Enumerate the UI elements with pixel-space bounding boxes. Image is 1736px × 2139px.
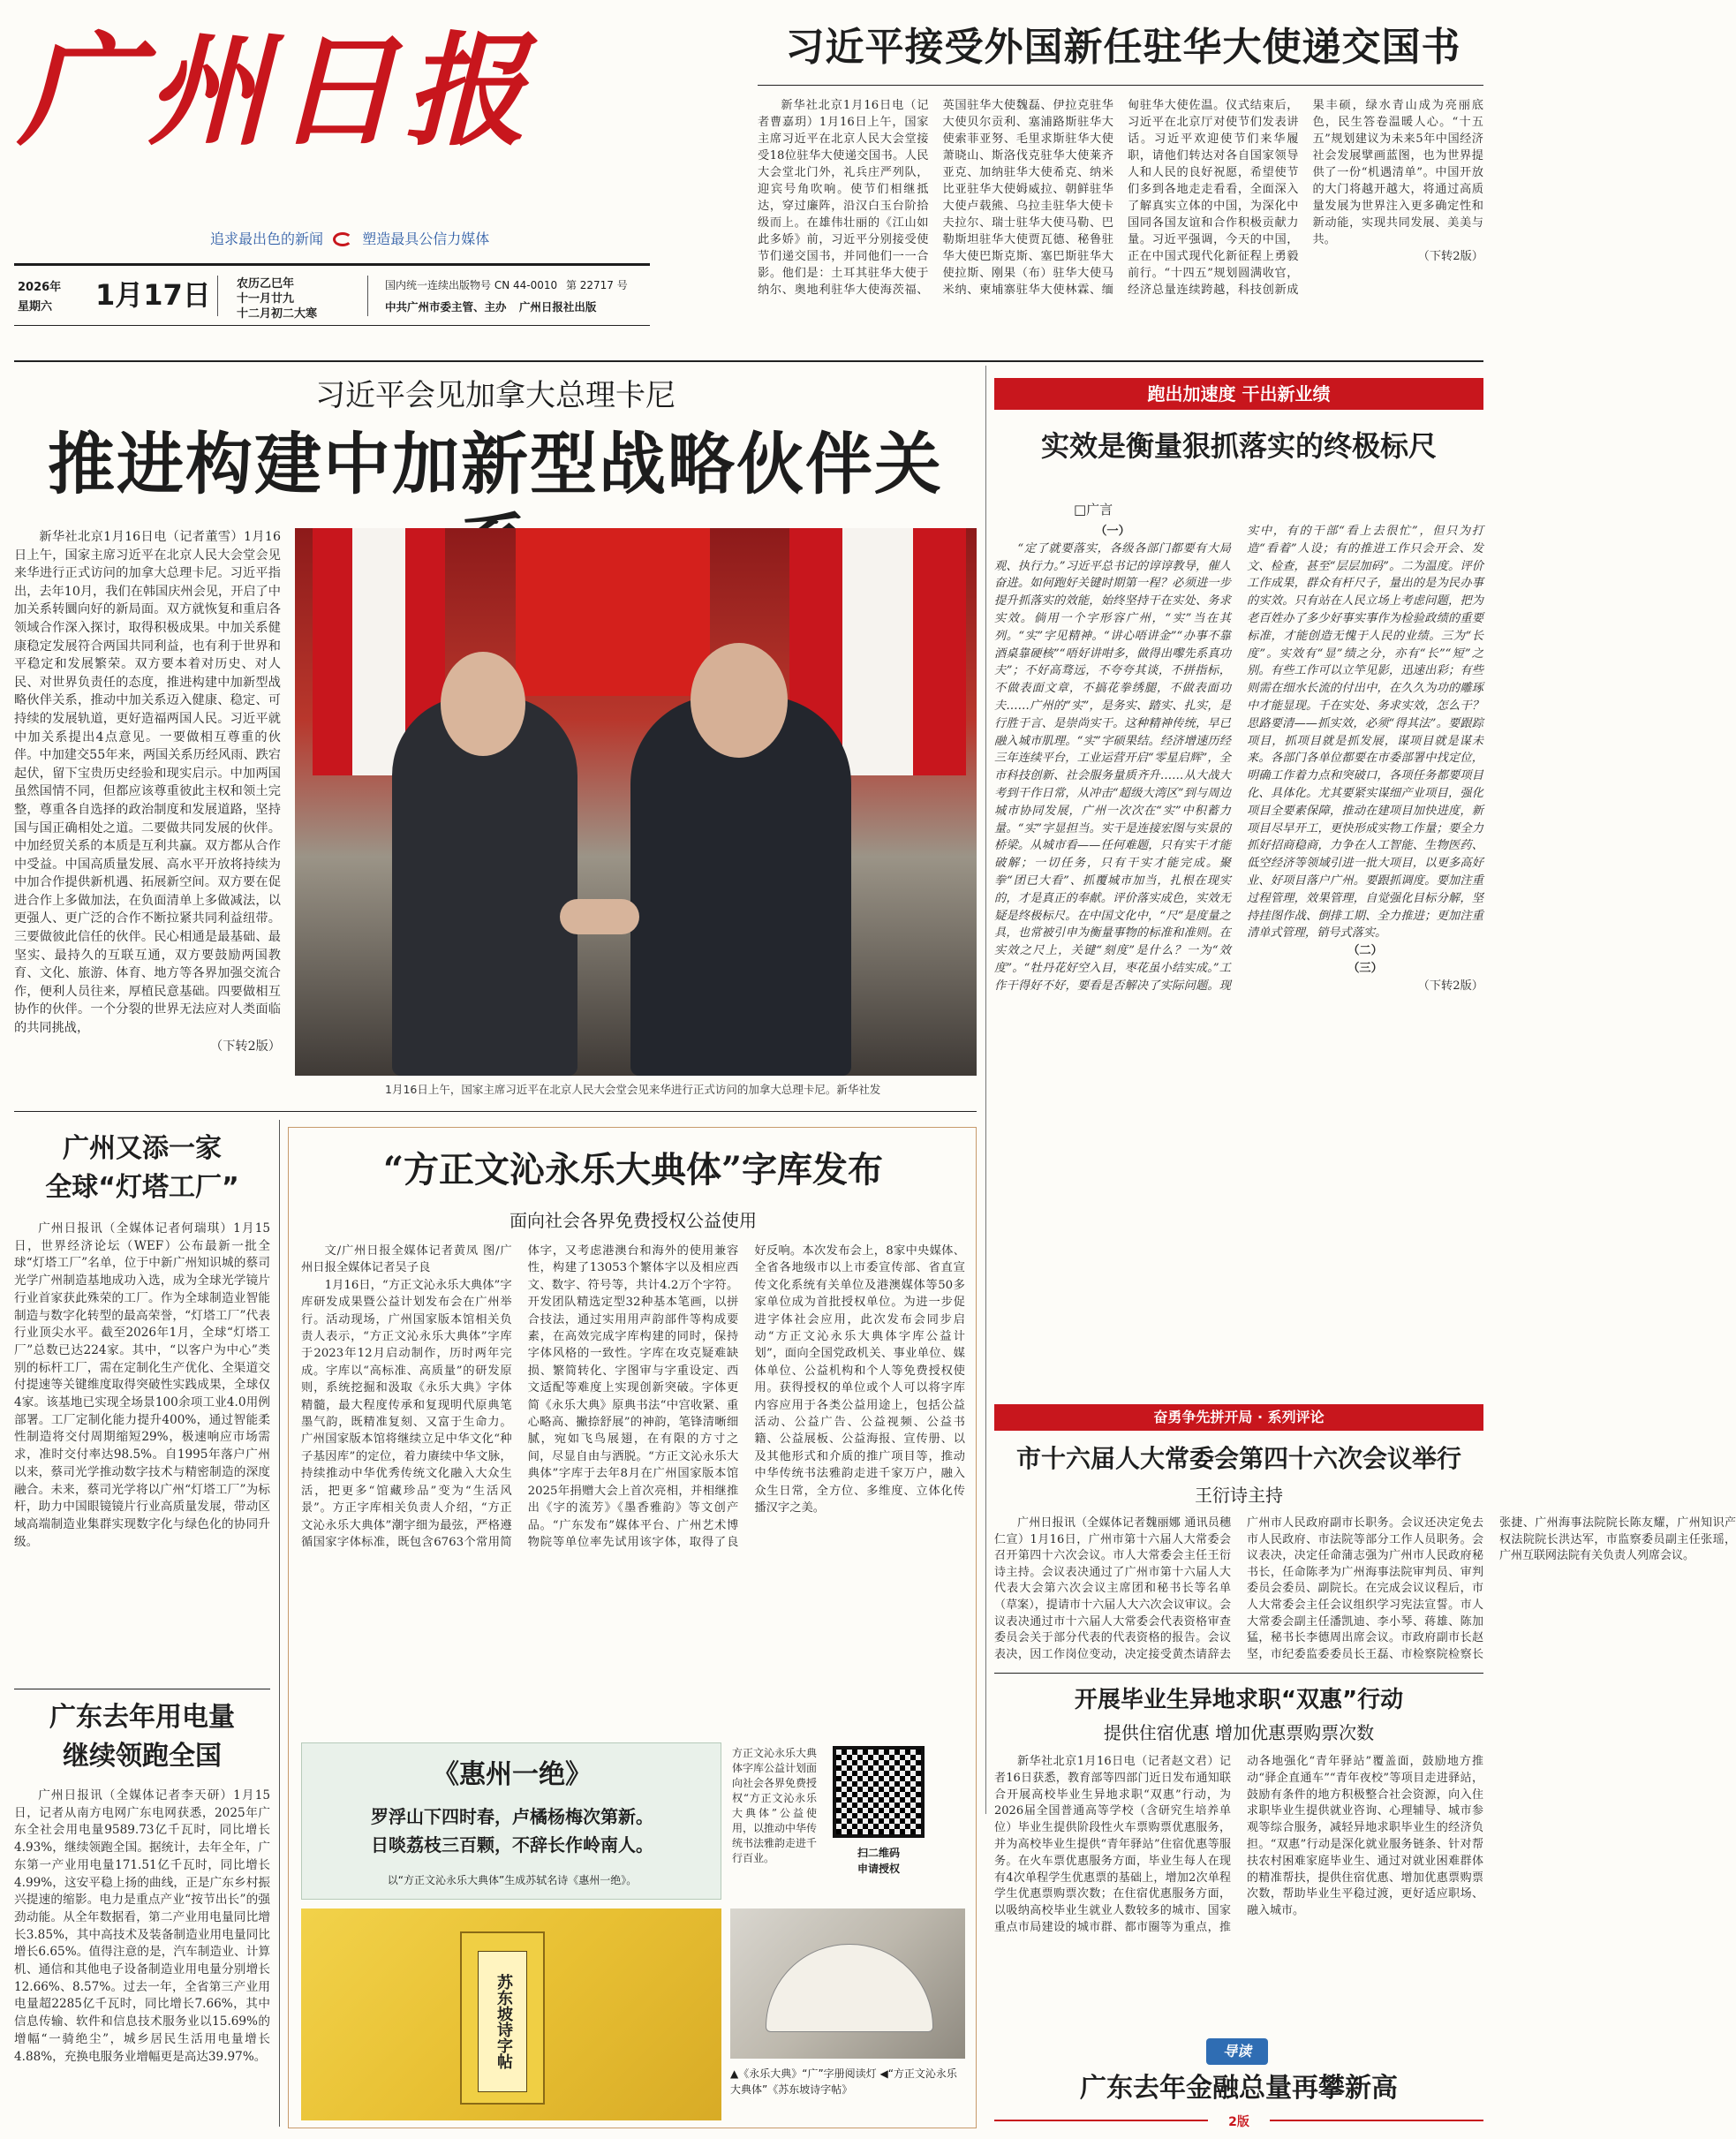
power-text: 广州日报讯（全媒体记者李天研）1月15日，记者从南方电网广东电网获悉，2025年广东全社会用电量9589.73亿千瓦时，同比增长4.93%，继续领跑全国。据统计，去年全年，广东第一产业用电量171.51亿千瓦时，同比增长4.99%，这安平稳上扬的曲线，正是广东乡村振兴提速的缩影。电力是重点产业“按节出长”的强劲动能。从全年数据看，第二产业用电量同比增长3.85%，其中高技术及装备制造业用电量同比增长6.65%。值得注意的是，汽车制造业、计算机、通信和其他电子设备制造业用电量分别增长12.66%、8.57%。过去一年，全省第三产业用电量超2285亿千瓦时，同比增长7.66%，其中信息传输、软件和信息技术服务业以15.69%的增幅“一骑绝尘”，城乡居民生活用电量增长4.88%，充换电服务业增幅更是高达39.97%。 (14, 1788, 270, 2064)
graduates-story (994, 1678, 1483, 2040)
canada-body (14, 528, 281, 1102)
dateline-lunar-3: 十二月初二大寒 (237, 307, 318, 321)
canada-headline: 推进构建中加新型战略伙伴关 (48, 425, 943, 503)
dateline-sponsor: 中共广州市委主管、主办 (385, 300, 507, 314)
commentary-continued: （下转2版） (1417, 979, 1483, 993)
dateline-cn (385, 277, 628, 292)
npc-subheadline: 王衍诗主持 (1195, 1485, 1283, 1506)
npc-text: 广州日报讯（全媒体记者魏丽娜 通讯员穗仁宣）1月16日，广州市第十六届人大常委会召开第四十六次会议。市人大常委会主任王衍诗主持。会议表决通过了广州市第十六届人大代表大会第六次会议主席团和秘书长等名单（草案），提请市十六届人大六次会议审议。会议表决通过市十六届人大常委会代表资格审查委员会关于部分代表的代表资格的报告。会议表决，因工作岗位变动，决定接受黄杰请辞去广州市人民政府副市长职务。会议还决定免去市人民政府、市法院等部分工作人员职务。会议表决，决定任命蒲志强为广州市人民政府秘书长，任命陈孝为广州海事法院审判员、审判委员会委员、副院长。在完成会议议程后，市人大常委会主任会议组织学习宪法宣誓。市人大常委会副主任潘凯迪、李小琴、蒋雄、陈加猛，秘书长李德周出席会议。市政府副市长赵坚，市纪委监委委员长王磊、市检察院检察长张捷、广州海事法院院长陈友耀，广州知识产权法院院长洪达军，市监察委员副主任张瑶，广州互联网法院有关负责人列席会议。 (994, 1516, 1736, 1661)
canada-photo-caption: 1月16日上午，国家主席习近平在北京人民大会堂会见来华进行正式访问的加拿大总理卡尼。新华社发 (385, 1083, 881, 1096)
graduates-text: 新华社北京1月16日电（记者赵文君）记者16日获悉，教育部等四部门近日发布通知联合开展高校毕业生异地求职“双惠”行动，为2026届全国普通高等学校（含研究生培养单位）毕业生提供阶段性火车票购票优惠服务，并为高校毕业生提供“青年驿站”住宿优惠等服务。在火车票优惠服务方面，毕业生每人在现有4次单程学生优惠票的基础上，增加2次单程学生优惠票购票次数；在住宿优惠服务方面，以吸纳高校毕业生就业人数较多的城市、国家重点市局建设的城市群、都市圈等为重点，推动各地强化“青年驿站”覆盖面，鼓励地方推动“驿企直通车”“青年夜校”等项目走进驿站，鼓励有条件的地方积极整合社会资源，向入住求职毕业生提供就业咨询、心理辅导、城市参观等综合服务，减轻异地求职毕业生的经济负担。“双惠”行动是深化就业服务链条、针对帮扶农村困难家庭毕业生、通过对就业困难群体的精准帮扶，提供住宿优惠、增加优惠票购票次数，帮助毕业生平稳过渡，更好适应职场、融入城市。 (994, 1755, 1483, 1934)
book-cover (460, 1931, 545, 2105)
canada-photo (295, 528, 977, 1076)
slogan-swoosh-icon (333, 232, 352, 246)
dateline-weekday: 星期六 (18, 300, 53, 314)
teaser-headline[interactable]: 广东去年金融总量再攀新高 (1080, 2073, 1398, 2104)
dateline-date: 1月17日 (95, 278, 211, 312)
lamp-photo (730, 1908, 965, 2059)
masthead (0, 0, 751, 353)
credentials-text: 新华社北京1月16日电（记者曹嘉玥）1月16日上午，国家主席习近平在北京人民大会堂接受18位驻华大使递交国书。人民大会堂北门外，礼兵庄严列队，迎宾号角吹响。使节们相继抵达，穿过廉阵，沿汉白玉台阶拾级而上。在雄伟壮丽的《江山如此多娇》前，习近平分别接受使节们递交国书，并同他们一一合影。他们是：土耳其驻华大使于纳尔、奥地利驻华大使海茨福、英国驻华大使魏磊、伊拉克驻华大使贝尔贡利、塞浦路斯驻华大使索菲亚努、毛里求斯驻华大使萧晓山、斯洛伐克驻华大使莱齐亚克、加纳驻华大使希克、纳米比亚驻华大使姆威拉、朝鲜驻华大使卢载熊、乌拉圭驻华大使卡夫拉尔、瑞士驻华大使马勒、巴勒斯坦驻华大使贾瓦德、秘鲁驻华大使巴斯克斯、塞巴斯驻华大使拉斯、刚果（布）驻华大使马米纳、柬埔寨驻华大使林霖、缅甸驻华大使佐温。仪式结束后，习近平在北京厅对使节们发表讲话。习近平欢迎使节们来华履职，请他们转达对各自国家领导人和人民的良好祝愿，希望使节们多到各地走走看看，全面深入了解真实立体的中国，为深化中国同各国友谊和合作积极贡献力量。习近平强调，今天的中国，正在中国式现代化新征程上勇毅前行。“十四五”规划圆满收官，经济总量连续跨越，科技创新成果丰硕，绿水青山成为亮丽底色，民生答卷温暖人心。“十五五”规划建议为未来5年中国经济社会发展擘画蓝图，也为世界提供了一份“机遇清单”。中国开放的大门将越开越大，将通过高质量发展为世界注入更多确定性和新动能，实现共同发展、美美与共。 (758, 99, 1483, 297)
lighthouse-headline-2: 全球“灯塔工厂” (45, 1172, 239, 1203)
fan-book-icon (766, 1944, 933, 2032)
poem-line-1: 罗浮山下四时春，卢橘杨梅次第新。 (371, 1806, 653, 1827)
commentary-section-3: （三） (1347, 961, 1383, 975)
canada-kicker: 习近平会见加拿大总理卡尼 (315, 378, 676, 413)
slogan-left: 追求最出色的新闻 (210, 231, 324, 247)
commentary-text: “定了就要落实，各级各部门都要有大局观、执行力。”习近平总书记的谆谆教导，催人奋进。如何跑好关键时期第一程？必须进一步提升抓落实的效能，始终坚持干在实处、务求实效。倘用一个字形容广州，“实”当在其列。“实”字见精神。“讲心唔讲金”“办事不靠酒桌靠硬核”“唔好讲咁多，做得出嚟先系真功夫”；不好高骛远，不夸夸其谈，不拼指标，不做表面文章，不搞花拳绣腿，不做表面功夫……广州的“实”，是务实、踏实、扎实，是行胜于言、是崇尚实干。这种精神传统，早已融入城市肌理。“实”字硕果结。经济增速历经三年连续平台，工业运营开启“零星启辉”，全市科技创新、社会服务量质齐升……从大战大考到干作日常，从冲击“超级大湾区”到与周边城市协同发展，广州一次次在“实”中积蓄力量。“实”字显担当。实干是连接宏图与实景的桥梁。从城市看——任何难题，只有实干才能破解；一切任务，只有干实才能完成。聚拳“团已大看”、抓覆城市加当，扎根在现实的，才是真正的奉献。评价落实成色，实效无疑是终极标尺。在中国文化中，“尺”是度量之具，也常被引申为衡量事物的标准和准则。在实效之尺上，关键“刻度”是什么？一为“效度”。“牡丹花好空入目，枣花虽小结实成。”工作干得好不好，要看是否解决了实际问题。现实中，有的干部“看上去很忙”，但只为打造“看着”人设；有的推进工作只会开会、发文、检查，甚至“层层加码”。二为温度。评价工作成果，群众有杆尺子，量出的是为民办事的实效。只有站在人民立场上考虑问题，把为老百姓办了多少好事实事作为检验政绩的重要标准，才能创造无愧于人民的业绩。三为“长度”。实效有“显”绩之分，亦有“长”“短”之别。有些工作可以立竿见影，迅速出彩；有些则需在细水长流的付出中，在久久为功的雕琢中才能显现。千在实处、务求实效，怎么干？思路要清——抓实效，必须“得其法”。要跟踪项目，抓项目就是抓发展，谋项目就是谋未来。各部门各单位都要在市委部署中找定位，明确工作着力点和突破口，各项任务都要项目化、具体化。尤其要紧实谋细产业项目，强化项目全要素保障，推动在建项目加快进度，新项目尽早开工，更快形成实物工作量；要全力抓好招商稳商，力争在人工智能、生物医药、低空经济等领域引进一批大项目，以更多高好业、好项目落户广州。要跟抓调度。要加注重过程管理，效果管理，自觉强化目标分解，坚持挂图作战、倒排工期、全力推进；更加注重清单式管理，销号式落实。 (994, 525, 1483, 993)
npc-headline: 市十六届人大常委会第四十六次会议举行 (1015, 1444, 1461, 1473)
graduates-subheadline: 提供住宿优惠 增加优惠票购票次数 (1103, 1722, 1375, 1743)
commentary-section-2: （二） (1347, 944, 1383, 958)
npc-series-banner: 奋勇争先拼开局 · 系列评论 (994, 1404, 1483, 1431)
canada-story (14, 366, 977, 1107)
npc-story (994, 1404, 1736, 1669)
dateline-publisher: 广州日报社出版 (518, 300, 597, 314)
qr-code-icon[interactable] (833, 1746, 925, 1838)
teaser-page[interactable]: 2版 (1208, 2113, 1270, 2130)
handshake-icon (560, 899, 639, 934)
poem-line-2: 日啖荔枝三百颗，不辞长作岭南人。 (371, 1834, 653, 1856)
canada-text: 新华社北京1月16日电（记者董雪）1月16日上午，国家主席习近平在北京人民大会堂会见来华进行正式访问的加拿大总理卡尼。习近平指出，去年10月，我们在韩国庆州会见，开启了中加关系转圜向好的新局面。双方就恢复和重启各领域合作深入探讨，取得积极成果。中加关系健康稳定发展符合两国共同利益，也有利于世界和平稳定和发展繁荣。双方要本着对历史、对人民、对世界负责任的态度，推进构建中加新型战略伙伴关系，推动中加关系迈入健康、稳定、可持续的发展轨道，更好造福两国人民。习近平就中加关系提出4点意见。一要做相互尊重的伙伴。中加建交55年来，两国关系历经风雨、跌宕起伏，留下宝贵历史经验和现实启示。中加两国虽然国情不同，但都应该尊重彼此主权和领土完整，尊重各自选择的政治制度和发展道路，坚持国与国正确相处之道。二要做共同发展的伙伴。中加经贸关系的本质是互利共赢。双方都从合作中受益。中国高质量发展、高水平开放将持续为中加合作提供新机遇、拓展新空间。双方要在促进合作上多做加法，在负面清单上多做减法，以更强人、更广泛的合作不断拉紧共同利益纽带。三要做彼此信任的伙伴。民心相通是最基础、最坚实、最持久的互联互通，双方要鼓励两国教育、文化、旅游、体育、地方等各界加强交流合作，便利人员往来，厚植民意基础。四要做相互协作的伙伴。一个分裂的世界无法应对人类面临的共同挑战， (14, 530, 281, 1036)
column-rule-left (279, 1120, 280, 2127)
font-story (288, 1127, 977, 2128)
lighthouse-body (14, 1221, 270, 1680)
section-rule-mid (14, 1111, 977, 1112)
masthead-slogan (210, 228, 489, 248)
slogan-right: 塑造最具公信力媒体 (362, 231, 490, 247)
commentary (994, 366, 1483, 1399)
font-headline: “方正文沁永乐大典体”字库发布 (382, 1149, 883, 1190)
dateline (14, 272, 650, 323)
font-photo-caption: ▲《永乐大典》“广”字册阅读灯 ◀“方正文沁永乐大典体”《苏东坡诗字帖》 (730, 2067, 957, 2096)
commentary-body (994, 523, 1483, 1379)
poem-title: 《惠州一绝》 (433, 1759, 592, 1790)
poem-caption: 以“方正文沁永乐大典体”生成苏轼名诗《惠州一绝》。 (387, 1874, 638, 1886)
column-rule-main (985, 366, 986, 1814)
figure-left-head (441, 652, 525, 756)
canada-continued: （下转2版） (210, 1039, 281, 1054)
power-headline-1: 广东去年用电量 (49, 1702, 235, 1733)
commentary-banner: 跑出加速度 干出新业绩 (994, 378, 1483, 410)
font-byline: 文/广州日报全媒体记者黄凤 图/广州日报全媒体记者吴子良 (301, 1244, 512, 1275)
commentary-headline: 实效是衡量狠抓落实的终极标尺 (1040, 429, 1437, 463)
graduates-body (994, 1754, 1483, 2019)
commentary-author: □广言 (1074, 502, 1113, 518)
dateline-divider-2 (367, 276, 368, 316)
book-title: 苏东坡诗字帖 (478, 1951, 527, 2092)
qr-label-1: 扫二维码 (857, 1847, 900, 1859)
flag-china-icon (516, 528, 710, 696)
poem-box (301, 1742, 721, 1900)
lighthouse-text: 广州日报讯（全媒体记者何瑞琪）1月15日，世界经济论坛（WEF）公布最新一批全球“灯塔工厂”名单，位于中新广州知识城的蔡司光学广州制造基地成功入选，成为全球光学镜片行业首家获此殊荣的工厂。作为全球制造业智能制造与数字化转型的最高荣誉，“灯塔工厂”代表行业顶尖水平。截至2026年1月，全球“灯塔工厂”总数已达224家。其中，“以客户为中心”类别的标杆工厂，需在定制化生产优化、全渠道交付提速等关键维度取得突破性实践成果，全球仅4家。该基地已实现全场景100余项工业4.0用例部署。工厂定制化能力提升400%，通过智能柔性制造将交付周期缩短29%，极速响应市场需求，准时交付率达98.5%。自1995年落户广州以来，蔡司光学推动数字技术与精密制造的深度融合。未来，蔡司光学将以广州“灯塔工厂”为标杆，助力中国眼镜镜片行业高质量发展，带动区域高端制造业集群实现数字化与绿色化的协同升级。 (14, 1221, 270, 1549)
dateline-cn-number: 国内统一连续出版物号 CN 44-0010 (385, 279, 558, 291)
commentary-section-1: （一） (1095, 525, 1130, 538)
section-rule-right (994, 1673, 1483, 1674)
book-photo (301, 1908, 721, 2120)
credentials-continued: （下转2版） (1417, 250, 1483, 263)
figure-right-head (691, 643, 788, 758)
dateline-rule (14, 325, 650, 326)
graduates-headline: 开展毕业生异地求职“双惠”行动 (1074, 1687, 1404, 1713)
dateline-divider (217, 276, 218, 316)
power-headline-2: 继续领跑全国 (63, 1741, 222, 1772)
dateline-org (385, 299, 596, 314)
dateline-lunar-2: 十一月廿九 (237, 292, 295, 306)
masthead-rule (14, 263, 650, 266)
credentials-story (758, 12, 1483, 357)
qr-text: 方正文沁永乐大典体字库公益计划面向社会各界免费授权“方正文沁永乐大典体”公益使用，以推动中华传统书法雅韵走进千行百业。 (732, 1747, 818, 1864)
font-body (301, 1243, 965, 1732)
dateline-issue: 第 22717 号 (565, 279, 628, 291)
lighthouse-story (14, 1122, 270, 1687)
credentials-headline: 习近平接受外国新任驻华大使递交国书 (785, 25, 1461, 70)
teaser[interactable] (994, 2031, 1483, 2134)
npc-body (994, 1515, 1736, 1664)
dateline-year: 2026年 (18, 281, 62, 294)
power-story (14, 1696, 270, 2128)
power-body (14, 1788, 270, 2123)
credentials-rule (758, 85, 1483, 86)
qr-label-2: 申请授权 (857, 1863, 900, 1875)
teaser-badge: 导读 (1206, 2038, 1268, 2065)
section-rule-top (14, 360, 1483, 362)
credentials-body (758, 97, 1483, 348)
masthead-logo: 广州日报 (18, 19, 534, 163)
font-subheadline: 面向社会各界免费授权公益使用 (509, 1210, 757, 1231)
font-text: 1月16日，“方正文沁永乐大典体”字库研发成果暨公益计划发布会在广州举行。活动现场，广州国家版本馆相关负责人表示，“方正文沁永乐大典体”字库于2023年12月启动制作，历时两年完成。字库以“高标准、高质量”的研发原则，系统挖掘和汲取《永乐大典》字体精髓，最大程度传承和复现明代原典笔墨气韵，既精准复刻、又富于生命力。广州国家版本馆将继续立足中华文化“种子基因库”的定位，着力赓续中华文脉，持续推动中华优秀传统文化融入大众生活，把更多“馆藏珍品”变为“生活风景”。方正字库相关负责人介绍，“方正文沁永乐大典体”潮字细为最弦，严格遵循国家字体标准，既包含6763个常用简体字，又考虑港澳台和海外的使用兼容性，构建了13053个繁体字以及相应西文、数字、符号等，共计4.2万个字符。开发团队精选定型32种基本笔画，以拼合技法，通过实用用声韵部件等构成要素，在高效完成字库构建的同时，保持字体风格的一致性。字库在攻克疑难缺损、繁简转化、字图审与字重设定、西文适配等难度上实现创新突破。字体更简《永乐大典》原典书法“中宫收紧、重心略高、撇捺舒展”的神韵，笔锋清晰细腻，宛如飞鸟展翅，在有限的方寸之间，尽显自由与洒脱。“方正文沁永乐大典体”字库于去年8月在广州国家版本馆2025年捐赠大会上首次亮相，并相继推出《字的流芳》《墨香雅韵》等文创产品。“广东发布”媒体平台、广州艺术博物院等单位率先试用该字体，取得了良好反响。本次发布会上，8家中央媒体、全省各地级市以上市委宣传部、省直宣传文化系统有关单位及港澳媒体等50多家单位成为首批授权单位。为进一步促进字体社会应用，此次发布会同步启动“方正文沁永乐大典体字库公益计划”，面向全国党政机关、事业单位、媒体单位、公益机构和个人等免费授权使用。获得授权的单位或个人可以将字库内容应用于各类公益用途上，包括公益活动、公益广告、公益视频、公益书籍、公益展板、公益海报、宣传册、以及其他形式和介质的推广项目等，推动中华传统书法雅韵走进千家万户，融入众生日常，全方位、多维度、立体化传播汉字之美。 (301, 1244, 965, 1549)
lighthouse-headline-1: 广州又添一家 (63, 1133, 222, 1164)
dateline-lunar-1: 农历乙巳年 (237, 277, 295, 291)
